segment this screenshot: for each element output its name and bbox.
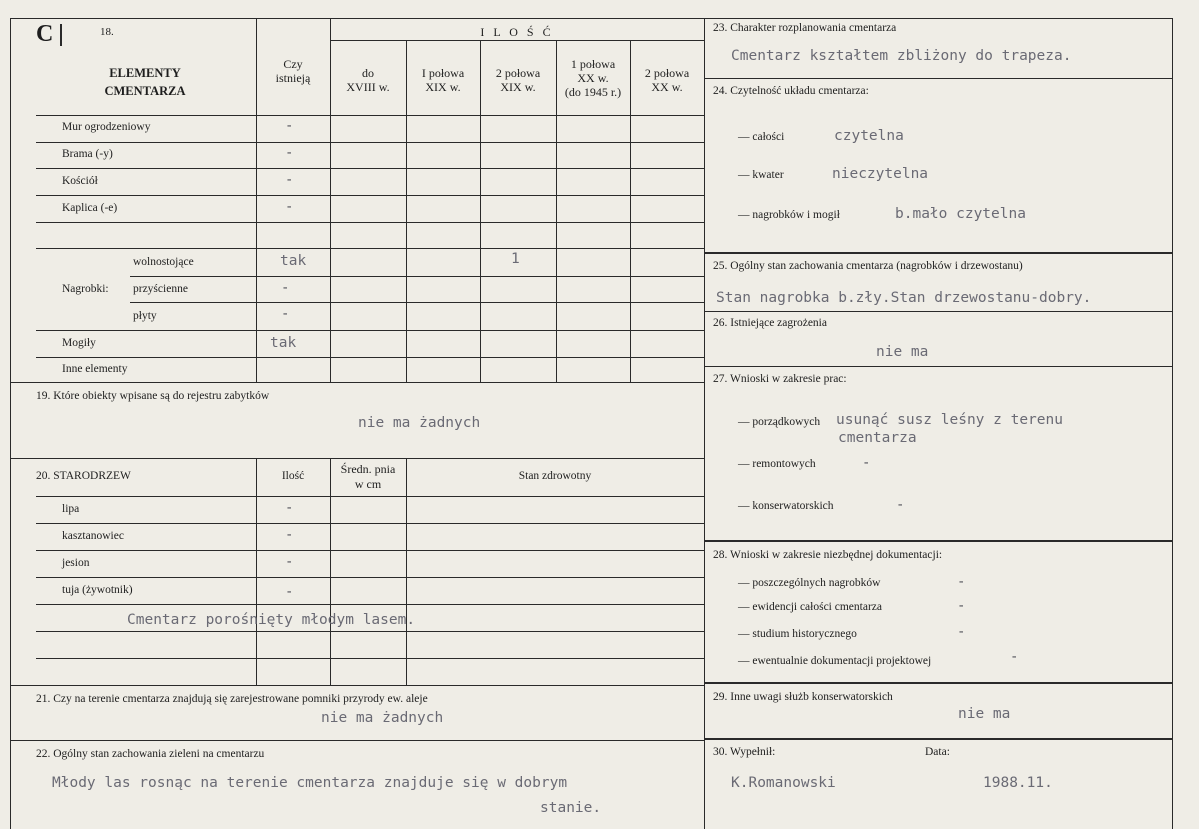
- s20-note: Cmentarz porośnięty młodym lasem.: [127, 612, 416, 628]
- nagrobki-przyscienne-label: przyścienne: [133, 283, 188, 295]
- s23-label: 23. Charakter rozplanowania cmentarza: [713, 22, 897, 34]
- s22-label: 22. Ogólny stan zachowania zieleni na cmentarzu: [36, 748, 265, 760]
- element-label-kosciol: Kościół: [62, 175, 98, 187]
- ilosc-underline: [330, 40, 704, 41]
- s24-calosci-label: — całości: [738, 131, 785, 143]
- s25-label: 25. Ogólny stan zachowania cmentarza (nagrobków i drzewostanu): [713, 260, 1023, 272]
- s20-col-line-stan: [406, 458, 407, 685]
- s27-konserwatorskich-value: -: [896, 497, 905, 513]
- s26-label: 26. Istniejące zagrożenia: [713, 317, 827, 329]
- s28-projektowej-value: -: [1010, 649, 1019, 665]
- period-3-l2: XIX w.: [500, 80, 536, 94]
- ilosc-header: I L O Ś Ć: [480, 25, 554, 39]
- tree-kasztanowiec-label: kasztanowiec: [62, 530, 124, 542]
- elements-title-line2: CMENTARZA: [104, 84, 186, 98]
- row-line: [36, 115, 704, 116]
- section-divider-27: [704, 366, 1172, 367]
- s27-porzadkowych-label: — porządkowych: [738, 416, 821, 428]
- s19-value: nie ma żadnych: [358, 415, 481, 431]
- section-divider-25: [704, 252, 1172, 254]
- s29-label: 29. Inne uwagi służb konserwatorskich: [713, 691, 893, 703]
- row-line: [36, 248, 704, 249]
- nagrobki-wolnostojace-value: tak: [280, 253, 307, 269]
- elements-title-line1: ELEMENTY: [109, 66, 181, 80]
- period-1-l1: do: [362, 66, 374, 80]
- s19-label: 19. Które obiekty wpisane są do rejestru zabytków: [36, 390, 270, 402]
- frame-middle: [704, 18, 705, 829]
- tree-jesion-label: jesion: [62, 557, 90, 569]
- s20-row-line: [36, 604, 704, 605]
- row-line: [36, 142, 704, 143]
- tree-tuja-value: -: [285, 584, 294, 600]
- s30-label: 30. Wypełnił:: [713, 746, 776, 758]
- section-18-number: 18.: [100, 26, 114, 38]
- col-exists-line2: istnieją: [275, 71, 311, 85]
- inne-elementy-label: Inne elementy: [62, 363, 128, 375]
- nagrobki-plyty-label: płyty: [133, 310, 157, 322]
- element-value-brama: -: [285, 145, 294, 161]
- s20-col-sredn-line2: w cm: [354, 477, 382, 491]
- section-divider-29: [704, 682, 1172, 684]
- mogily-label: Mogiły: [62, 337, 96, 349]
- period-3-l1: 2 połowa: [495, 66, 541, 80]
- s28-nagrobkow-label: — poszczególnych nagrobków: [738, 577, 881, 589]
- s24-label: 24. Czytelność układu cmentarza:: [713, 85, 869, 97]
- element-label-mur: Mur ogrodzeniowy: [62, 121, 151, 133]
- s22-value-line2: stanie.: [540, 800, 602, 816]
- frame-left: [10, 18, 11, 829]
- tree-lipa-value: -: [285, 500, 294, 516]
- tree-lipa-label: lipa: [62, 503, 80, 515]
- frame-top: [10, 18, 1172, 19]
- s27-porzadkowych-value-line2: cmentarza: [838, 430, 917, 446]
- card-letter: C: [36, 21, 54, 47]
- nagrobki-label: Nagrobki:: [62, 283, 109, 295]
- row-line: [36, 330, 704, 331]
- element-value-kaplica: -: [285, 199, 294, 215]
- s20-col-line-sredn: [330, 458, 331, 685]
- s21-label: 21. Czy na terenie cmentarza znajdują się zarejestrowane pomniki przyrody ew. aleje: [36, 693, 428, 705]
- s28-ewidencji-label: — ewidencji całości cmentarza: [738, 601, 882, 613]
- s20-row-line: [36, 523, 704, 524]
- s20-label: 20. STARODRZEW: [36, 470, 131, 482]
- section-divider-30: [704, 738, 1172, 740]
- section-divider-21: [10, 685, 704, 686]
- col-line-p1: [330, 18, 331, 382]
- frame-right: [1172, 18, 1173, 829]
- col-exists-line1: Czy: [283, 57, 303, 71]
- s25-value: Stan nagrobka b.zły.Stan drzewostanu-dobry.: [716, 290, 1092, 306]
- card-letter-bar: [60, 24, 62, 46]
- section-divider-20: [10, 458, 704, 459]
- s28-label: 28. Wnioski w zakresie niezbędnej dokumentacji:: [713, 549, 943, 561]
- s29-value: nie ma: [958, 706, 1011, 722]
- period-2-l1: I połowa: [421, 66, 465, 80]
- section-divider-19: [10, 382, 704, 383]
- s20-col-sredn-line1: Średn. pnia: [340, 462, 396, 476]
- s20-row-line: [36, 577, 704, 578]
- section-divider-26: [704, 311, 1172, 312]
- period-1-l2: XVIII w.: [346, 80, 390, 94]
- row-line: [36, 168, 704, 169]
- s20-row-line: [36, 550, 704, 551]
- s27-porzadkowych-value-line1: usunąć susz leśny z terenu: [836, 412, 1063, 428]
- element-label-brama: Brama (-y): [62, 148, 113, 160]
- row-line: [36, 222, 704, 223]
- tree-tuja-label: tuja (żywotnik): [62, 584, 133, 596]
- s24-kwater-label: — kwater: [738, 169, 784, 181]
- s30-date: 1988.11.: [983, 775, 1053, 791]
- s20-col-ilosc: Ilość: [281, 470, 305, 482]
- row-line: [36, 195, 704, 196]
- row-line: [130, 302, 704, 303]
- s20-col-line-ilosc: [256, 458, 257, 685]
- s27-label: 27. Wnioski w zakresie prac:: [713, 373, 847, 385]
- s20-row-line: [36, 496, 704, 497]
- s22-value-line1: Młody las rosnąc na terenie cmentarza znajduje się w dobrym: [52, 775, 568, 791]
- period-5-l2: XX w.: [651, 80, 683, 94]
- row-line: [130, 276, 704, 277]
- tree-jesion-value: -: [285, 554, 294, 570]
- nagrobki-wolnostojace-count-xix2: 1: [511, 251, 520, 267]
- row-line: [36, 357, 704, 358]
- s28-studium-value: -: [957, 624, 966, 640]
- nagrobki-wolnostojace-label: wolnostojące: [133, 256, 194, 268]
- period-4-l3: (do 1945 r.): [564, 85, 622, 99]
- s28-nagrobkow-value: -: [957, 574, 966, 590]
- s26-value: nie ma: [876, 344, 929, 360]
- s24-nagrobkow-value: b.mało czytelna: [895, 206, 1026, 222]
- period-4-l2: XX w.: [577, 71, 609, 85]
- mogily-value: tak: [270, 335, 297, 351]
- s21-value: nie ma żadnych: [321, 710, 444, 726]
- s30-name: K.Romanowski: [731, 775, 836, 791]
- element-value-mur: -: [285, 118, 294, 134]
- period-2-l2: XIX w.: [425, 80, 461, 94]
- s30-date-label: Data:: [925, 746, 950, 758]
- s28-projektowej-label: — ewentualnie dokumentacji projektowej: [738, 655, 932, 667]
- s24-calosci-value: czytelna: [834, 128, 904, 144]
- nagrobki-przyscienne-value: -: [281, 280, 290, 296]
- col-line-exists: [256, 18, 257, 382]
- s20-row-line: [36, 658, 704, 659]
- s27-konserwatorskich-label: — konserwatorskich: [738, 500, 834, 512]
- s28-ewidencji-value: -: [957, 598, 966, 614]
- tree-kasztanowiec-value: -: [285, 527, 294, 543]
- s20-row-line: [36, 631, 704, 632]
- s28-studium-label: — studium historycznego: [738, 628, 857, 640]
- period-5-l1: 2 połowa: [644, 66, 690, 80]
- nagrobki-plyty-value: -: [281, 306, 290, 322]
- section-divider-22: [10, 740, 704, 741]
- element-value-kosciol: -: [285, 172, 294, 188]
- s20-col-stan: Stan zdrowotny: [518, 470, 592, 482]
- s27-remontowych-value: -: [862, 455, 871, 471]
- period-4-l1: 1 połowa: [570, 57, 616, 71]
- s27-remontowych-label: — remontowych: [738, 458, 816, 470]
- section-divider-28: [704, 540, 1172, 542]
- s24-nagrobkow-label: — nagrobków i mogił: [738, 209, 840, 221]
- element-label-kaplica: Kaplica (-e): [62, 202, 118, 214]
- section-divider-24: [704, 78, 1172, 79]
- s24-kwater-value: nieczytelna: [832, 166, 929, 182]
- s23-value: Cmentarz kształtem zbliżony do trapeza.: [731, 48, 1072, 64]
